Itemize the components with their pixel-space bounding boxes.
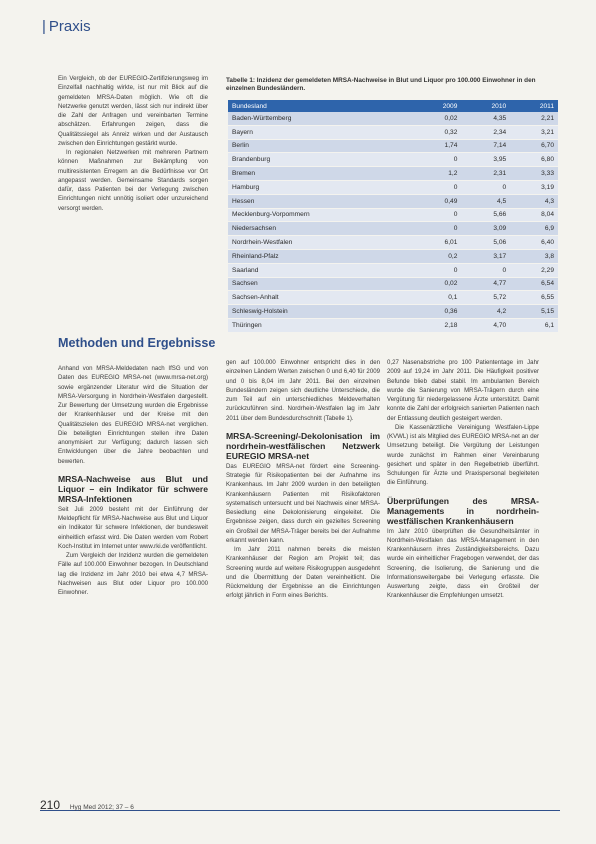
value-cell: 3,95 bbox=[461, 153, 510, 167]
paragraph: Die Kassenärztliche Vereinigung Westfalen-Lippe (KVWL) ist als Mitglied des EUREGIO MRSA-net an der Umsetzung beteiligt. Die Vergütung der Leistungen wurde zunächst im Rahmen einer Vereinbarung gesichert und später in den Regelbetrieb überführt. Schulungen für Ärzte und Praxispersonal begleiteten die Einführung. bbox=[387, 423, 539, 487]
value-cell: 2,31 bbox=[461, 167, 510, 181]
paragraph: Das EUREGIO MRSA-net fördert eine Screening-Strategie für Risikopatienten bei der Aufnahme ins Krankenhaus. Im Jahr 2009 wurden in den beteiligten Krankenhäusern Patienten mit Risikofaktoren systematisch untersucht und bei Nachweis einer MRSA-Besiedlung eine Dekolonisierung eingeleitet. Die Ergebnisse zeigen, dass durch ein gezieltes Screening ein Großteil der MRSA-Träger bereits bei der Aufnahme erkannt werden kann. bbox=[226, 462, 380, 544]
value-cell: 6,55 bbox=[510, 291, 558, 305]
value-cell: 0 bbox=[413, 153, 462, 167]
state-cell: Bremen bbox=[228, 167, 413, 181]
value-cell: 0 bbox=[413, 180, 462, 194]
value-cell: 0,49 bbox=[413, 194, 462, 208]
table-header-row bbox=[228, 100, 558, 112]
table-row bbox=[228, 236, 558, 250]
subheading-screening: MRSA-Screening/-Dekolonisation im nordrhein-westfälischen Netzwerk EUREGIO MRSA-net bbox=[226, 430, 380, 461]
value-cell: 3,17 bbox=[461, 249, 510, 263]
table-row bbox=[228, 291, 558, 305]
value-cell: 3,19 bbox=[510, 180, 558, 194]
state-cell: Thüringen bbox=[228, 318, 413, 332]
table-row bbox=[228, 277, 558, 291]
page-number: 210 bbox=[40, 798, 61, 812]
value-cell: 5,72 bbox=[461, 291, 510, 305]
value-cell: 6,9 bbox=[510, 222, 558, 236]
value-cell: 0 bbox=[413, 263, 462, 277]
state-cell: Saarland bbox=[228, 263, 413, 277]
value-cell: 6,1 bbox=[510, 318, 558, 332]
value-cell: 4,3 bbox=[510, 194, 558, 208]
value-cell: 5,15 bbox=[510, 305, 558, 319]
table-body bbox=[228, 112, 558, 332]
state-cell: Schleswig-Holstein bbox=[228, 305, 413, 319]
value-cell: 0,02 bbox=[413, 277, 462, 291]
table-row bbox=[228, 194, 558, 208]
incidence-table bbox=[228, 100, 558, 333]
table-row bbox=[228, 249, 558, 263]
table-row bbox=[228, 208, 558, 222]
value-cell: 0 bbox=[461, 263, 510, 277]
value-cell: 2,29 bbox=[510, 263, 558, 277]
state-cell: Brandenburg bbox=[228, 153, 413, 167]
table-row bbox=[228, 318, 558, 332]
header-cell: 2010 bbox=[461, 100, 510, 112]
value-cell: 0,2 bbox=[413, 249, 462, 263]
heading-methoden: Methoden und Ergebnisse bbox=[58, 336, 216, 350]
state-cell: Nordrhein-Westfalen bbox=[228, 236, 413, 250]
value-cell: 4,77 bbox=[461, 277, 510, 291]
paragraph: 0,27 Nasenabstriche pro 100 Patiententage im Jahr 2009 auf 19,24 im Jahr 2011. Die Häufigkeit positiver Befunde blieb dabei stabil. Im ambulanten Bereich wurde die Sanierung von MRSA-Trägern durch eine Vergütung für niedergelassene Ärzte unterstützt. Damit konnte die Zahl der erfolgreich sanierten Patienten nach der Entlassung deutlich gesteigert werden. bbox=[387, 359, 539, 422]
page-footer bbox=[40, 798, 134, 812]
section-title: Praxis bbox=[48, 18, 91, 35]
state-cell: Hamburg bbox=[228, 180, 413, 194]
value-cell: 4,70 bbox=[461, 318, 510, 332]
subheading-ueberpruefungen: Überprüfungen des MRSA-Managements in nordrhein-westfälischen Krankenhäusern bbox=[387, 495, 539, 526]
table-row bbox=[228, 139, 558, 153]
value-cell: 1,74 bbox=[413, 139, 462, 153]
state-cell: Sachsen-Anhalt bbox=[228, 291, 413, 305]
value-cell: 6,70 bbox=[510, 139, 558, 153]
value-cell: 2,34 bbox=[461, 125, 510, 139]
table-row bbox=[228, 222, 558, 236]
state-cell: Rheinland-Pfalz bbox=[228, 249, 413, 263]
state-cell: Berlin bbox=[228, 139, 413, 153]
state-cell: Bayern bbox=[228, 125, 413, 139]
column-1-bottom bbox=[58, 364, 208, 597]
state-cell: Baden-Württemberg bbox=[228, 112, 413, 125]
value-cell: 2,21 bbox=[510, 112, 558, 125]
paragraph: Seit Juli 2009 besteht mit der Einführung der Meldepflicht für MRSA-Nachweise aus Blut und Liquor ein Indikator für schwere Infektionen, der bundesweit einheitlich erfasst wird. Die Daten werden vom Robert Koch-Institut im Internet unter www.rki.de veröffentlicht. bbox=[58, 505, 208, 550]
table-row bbox=[228, 263, 558, 277]
value-cell: 0 bbox=[413, 208, 462, 222]
value-cell: 3,33 bbox=[510, 167, 558, 181]
value-cell: 6,80 bbox=[510, 153, 558, 167]
column-3 bbox=[387, 358, 539, 601]
header-cell: 2009 bbox=[413, 100, 462, 112]
value-cell: 7,14 bbox=[461, 139, 510, 153]
header-cell: Bundesland bbox=[228, 100, 413, 112]
value-cell: 1,2 bbox=[413, 167, 462, 181]
column-1-top bbox=[58, 74, 208, 213]
subheading-mrsa-nachweise: MRSA-Nachweise aus Blut und Liquor – ein Indikator für schwere MRSA-Infektionen bbox=[58, 473, 208, 504]
state-cell: Mecklenburg-Vorpommern bbox=[228, 208, 413, 222]
value-cell: 8,04 bbox=[510, 208, 558, 222]
value-cell: 4,35 bbox=[461, 112, 510, 125]
value-cell: 4,5 bbox=[461, 194, 510, 208]
paragraph: Ein Vergleich, ob der EUREGIO-Zertifizierungsweg im Einzelfall nachhaltig wirkte, ist nur mit Blick auf die gemeldeten MRSA-Daten möglich. Wie oft die Netzwerke genutzt werden, lässt sich nur indirekt über die Zahl der Anfragen und vereinbarten Termine abschätzen. Erfahrungen zeigen, dass die Qualitätssiegel als Anreiz wirken und der Austausch zwischen den Einrichtungen gestärkt wurde. bbox=[58, 75, 208, 147]
table-row bbox=[228, 305, 558, 319]
paragraph: Im Jahr 2011 nahmen bereits die meisten Krankenhäuser der Region am Projekt teil; das Screening wurde auf weitere Risikogruppen ausgedehnt und die Übermittlung der Daten vereinheitlicht. Die Rückmeldung der Ergebnisse an die Einrichtungen erfolgt jährlich in Form eines Berichts. bbox=[226, 546, 380, 600]
value-cell: 6,40 bbox=[510, 236, 558, 250]
paragraph: Zum Vergleich der Inzidenz wurden die gemeldeten Fälle auf 100.000 Einwohner bezogen. In Deutschland lag die Inzidenz im Jahr 2010 bei etwa 4,7 MRSA-Nachweisen aus Blut oder Liquor pro 100.000 Einwohner. bbox=[58, 552, 208, 596]
table-row bbox=[228, 167, 558, 181]
state-cell: Sachsen bbox=[228, 277, 413, 291]
table-row bbox=[228, 153, 558, 167]
table-row bbox=[228, 180, 558, 194]
value-cell: 6,01 bbox=[413, 236, 462, 250]
value-cell: 0,32 bbox=[413, 125, 462, 139]
value-cell: 0 bbox=[413, 222, 462, 236]
value-cell: 0,02 bbox=[413, 112, 462, 125]
table-row bbox=[228, 125, 558, 139]
value-cell: 5,66 bbox=[461, 208, 510, 222]
paragraph: In regionalen Netzwerken mit mehreren Partnern können Maßnahmen zur Bekämpfung von multiresistenten Erregern an die Bedürfnisse vor Ort angepasst werden. Gemeinsame Standards sorgen dafür, dass Patienten bei der Verlegung zwischen Einrichtungen nicht unnötig isoliert oder unzureichend versorgt werden. bbox=[58, 149, 208, 212]
table-row bbox=[228, 112, 558, 125]
state-cell: Hessen bbox=[228, 194, 413, 208]
paragraph: gen auf 100.000 Einwohner entspricht dies in den einzelnen Ländern Werten zwischen 0 und 6,40 für 2009 und 0 bis 8,04 im Jahr 2011. Bei den einzelnen Bundesländern zeigen sich deutliche Unterschiede, die zum Teil auf ein unterschiedliches Meldeverhalten zurückzuführen sind. Nordrhein-Westfalen lag im Jahr 2011 über dem Bundesdurchschnitt (Tabelle 1). bbox=[226, 359, 380, 422]
value-cell: 0,36 bbox=[413, 305, 462, 319]
paragraph: Im Jahr 2010 überprüften die Gesundheitsämter in Nordrhein-Westfalen das MRSA-Management in den Krankenhäusern ihres Zuständigkeitsbereichs. Dazu wurde ein einheitlicher Fragebogen verwendet, der das Screening, die Isolierung, die Sanierung und die Informationsweitergabe bei Verlegung erfasste. Die Auswertung zeigte, dass ein Großteil der Krankenhäuser die Empfehlungen umsetzt. bbox=[387, 527, 539, 600]
table-caption bbox=[226, 77, 556, 93]
section-header: | Praxis bbox=[42, 18, 91, 35]
value-cell: 3,09 bbox=[461, 222, 510, 236]
value-cell: 4,2 bbox=[461, 305, 510, 319]
state-cell: Niedersachsen bbox=[228, 222, 413, 236]
paragraph: Anhand von MRSA-Meldedaten nach IfSG und von Daten des EUREGIO MRSA-net (www.mrsa-net.org) sowie ergänzender Literatur wird die Situation der MRSA-Versorgung in Nordrhein-Westfalen dargestellt. Zur Bewertung der Umsetzung wurden die Ergebnisse der Krankenhäuser und der Kreise mit den Qualitätszielen des EUREGIO MRSA-net verglichen. Die beteiligten Einrichtungen stellen ihre Daten anonymisiert zur Verfügung; dadurch lassen sich Entwicklungen über die Jahre beobachten und bewerten. bbox=[58, 365, 208, 465]
column-2 bbox=[226, 358, 380, 601]
value-cell: 3,8 bbox=[510, 249, 558, 263]
header-cell: 2011 bbox=[510, 100, 558, 112]
value-cell: 3,21 bbox=[510, 125, 558, 139]
value-cell: 5,06 bbox=[461, 236, 510, 250]
table-caption-text: Tabelle 1: Inzidenz der gemeldeten MRSA-Nachweise in Blut und Liquor pro 100.000 Einwohner in den einzelnen Bundesländern. bbox=[226, 77, 536, 92]
value-cell: 0,1 bbox=[413, 291, 462, 305]
value-cell: 2,18 bbox=[413, 318, 462, 332]
journal-reference: Hyg Med 2012; 37 – 6 bbox=[69, 804, 134, 811]
value-cell: 0 bbox=[461, 180, 510, 194]
value-cell: 6,54 bbox=[510, 277, 558, 291]
